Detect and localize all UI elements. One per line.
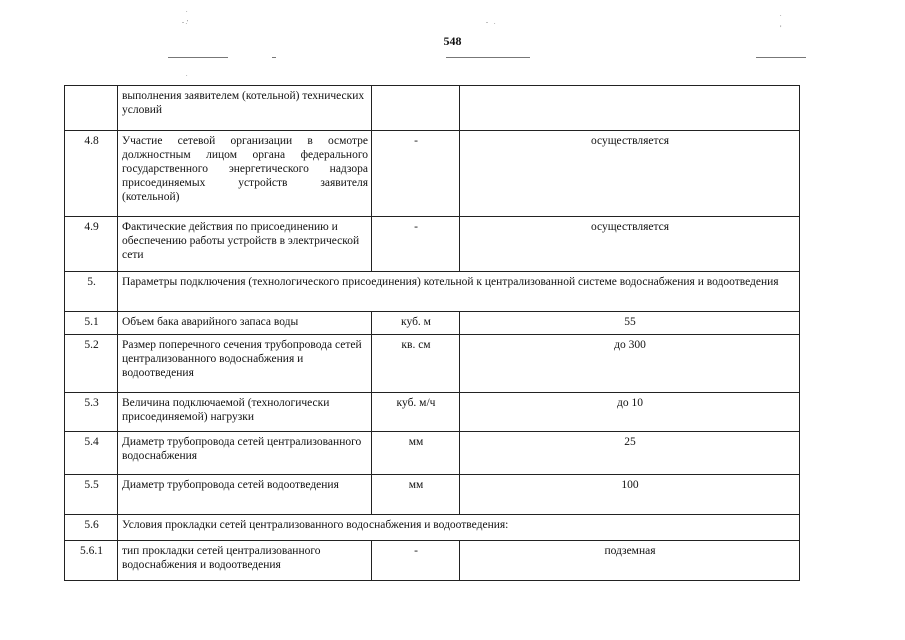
section-number: 5.6 (65, 515, 118, 541)
row-number: 5.5 (65, 475, 118, 515)
row-number: 5.3 (65, 393, 118, 432)
scan-artifact: . (186, 72, 188, 78)
row-number: 4.9 (65, 217, 118, 272)
table-row (65, 335, 800, 393)
scan-artifact (272, 57, 276, 58)
row-description: тип прокладки сетей централизованного водоснабжения и водоотведения (118, 541, 372, 581)
section-title: Условия прокладки сетей централизованного водоснабжения и водоотведения: (118, 515, 800, 541)
row-value: 100 (460, 475, 800, 515)
row-description: Участие сетевой организации в осмотре должностным лицом органа федерального государственного энергетического надзора присоединяемых устройств заявителя (котельной) (118, 131, 372, 217)
row-unit: мм (372, 432, 460, 475)
section-number: 5. (65, 272, 118, 312)
section-row (65, 272, 800, 312)
row-description: Объем бака аварийного запаса воды (118, 312, 372, 335)
row-value: до 10 (460, 393, 800, 432)
table-row (65, 393, 800, 432)
table-row (65, 541, 800, 581)
row-value (460, 86, 800, 131)
row-number: 5.1 (65, 312, 118, 335)
row-value: осуществляется (460, 131, 800, 217)
row-unit: - (372, 541, 460, 581)
row-number: 4.8 (65, 131, 118, 217)
table-row (65, 432, 800, 475)
scan-artifact: . (780, 12, 782, 18)
scan-artifact (446, 57, 530, 58)
row-value: подземная (460, 541, 800, 581)
table-row (65, 86, 800, 131)
scan-artifact: , (780, 22, 782, 28)
row-description: Фактические действия по присоединению и обеспечению работы устройств в электрической сети (118, 217, 372, 272)
table-row (65, 217, 800, 272)
row-unit: куб. м/ч (372, 393, 460, 432)
row-description: Величина подключаемой (технологически присоединяемой) нагрузки (118, 393, 372, 432)
section-title: Параметры подключения (технологического присоединения) котельной к централизованной системе водоснабжения и водоотведения (118, 272, 800, 312)
row-unit (372, 86, 460, 131)
row-number: 5.4 (65, 432, 118, 475)
scan-artifact (168, 57, 228, 58)
row-unit: куб. м (372, 312, 460, 335)
row-unit: - (372, 131, 460, 217)
page-number: 548 (443, 34, 462, 48)
row-value: 25 (460, 432, 800, 475)
row-unit: мм (372, 475, 460, 515)
row-number (65, 86, 118, 131)
row-value: 55 (460, 312, 800, 335)
row-number: 5.2 (65, 335, 118, 393)
scan-artifact (756, 57, 806, 58)
row-description: Диаметр трубопровода сетей водоотведения (118, 475, 372, 515)
table-row (65, 475, 800, 515)
row-value: осуществляется (460, 217, 800, 272)
row-unit: - (372, 217, 460, 272)
scan-artifact: - . (486, 20, 496, 26)
row-description: выполнения заявителем (котельной) технических условий (118, 86, 372, 131)
scan-artifact: - .' (182, 20, 189, 26)
row-value: до 300 (460, 335, 800, 393)
row-number: 5.6.1 (65, 541, 118, 581)
row-unit: кв. см (372, 335, 460, 393)
row-description: Диаметр трубопровода сетей централизованного водоснабжения (118, 432, 372, 475)
row-description: Размер поперечного сечения трубопровода сетей централизованного водоснабжения и водоотведения (118, 335, 372, 393)
scan-artifact: . (186, 8, 188, 14)
table-row (65, 312, 800, 335)
parameters-table (64, 85, 800, 581)
table-row (65, 131, 800, 217)
section-row (65, 515, 800, 541)
